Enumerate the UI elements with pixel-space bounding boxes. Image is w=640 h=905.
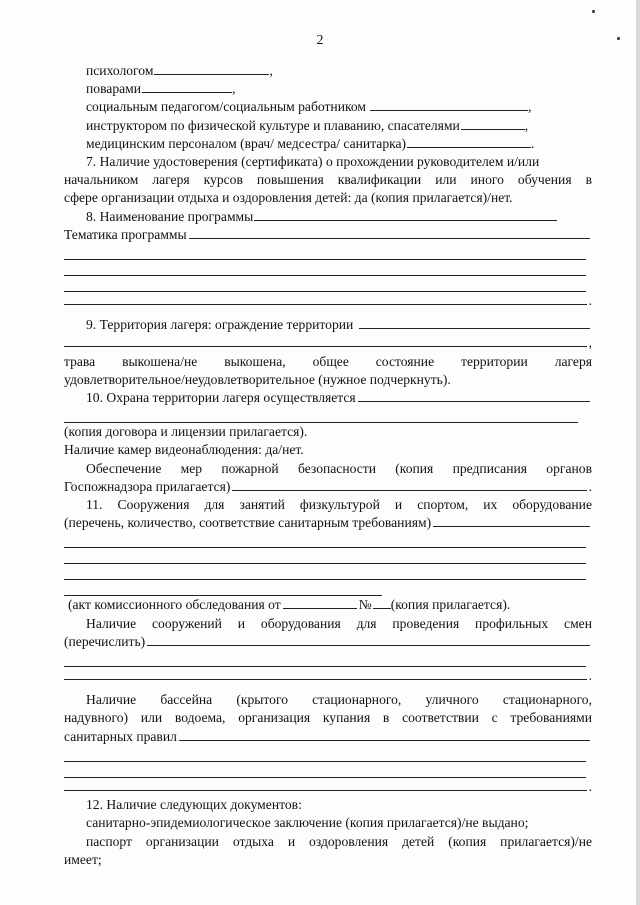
item7-line2: начальником лагеря курсов повышения квалификации или иного обучения в <box>64 172 592 188</box>
item11-profile-last <box>64 667 592 685</box>
item9-line2: трава выкошена/не выкошена, общее состояние территории лагеря <box>64 353 592 369</box>
act-prefix: (акт комиссионного обследования от <box>68 597 281 613</box>
staff-medical-line <box>64 135 592 153</box>
period: . <box>588 478 592 494</box>
item8-title-line <box>64 208 592 226</box>
item9-blank-line <box>64 334 592 352</box>
scan-dot <box>592 10 595 13</box>
item11-pool-line3 <box>64 728 592 746</box>
item10-title: 10. Охрана территории лагеря осуществляется <box>86 390 356 406</box>
item8-theme-line <box>64 226 592 244</box>
pool-blank-3[interactable] <box>64 762 586 778</box>
item12-doc2-line2: имеет; <box>64 851 102 867</box>
period: . <box>531 135 535 151</box>
item9-title: 9. Территория лагеря: ограждение территории <box>86 317 354 333</box>
item10-fire-label: Госпожнадзора прилагается) <box>64 478 231 494</box>
item7-line3: сфере организации отдыха и оздоровления детей: да (копия прилагается)/нет. <box>64 190 513 206</box>
act-suffix: (копия прилагается). <box>390 597 511 613</box>
program-name-blank[interactable] <box>254 208 557 221</box>
instructor-blank[interactable] <box>461 117 525 130</box>
security-blank[interactable] <box>358 389 590 402</box>
item11-pool-line2: надувного) или водоема, организация купания в соответствии с требованиями <box>64 710 592 726</box>
item10-copy: (копия договора и лицензии прилагается). <box>64 424 308 440</box>
item12-doc1: санитарно-эпидемиологическое заключение (копия прилагается)/не выдано; <box>86 815 529 831</box>
staff-psychologist-label: психологом <box>86 63 154 78</box>
item11-profile-line2 <box>64 633 592 651</box>
comma: , <box>232 81 236 97</box>
staff-instructor-line <box>64 117 592 135</box>
security-blank-2[interactable] <box>64 407 578 423</box>
item8-title: 8. Наименование программы <box>86 208 254 224</box>
comma: , <box>524 117 529 133</box>
item12-title: 12. Наличие следующих документов: <box>86 797 302 813</box>
item10-cameras: Наличие камер видеонаблюдения: да/нет. <box>64 442 304 458</box>
item11-line1: 11. Сооружения для занятий физкультурой и спортом, их оборудование <box>86 497 592 513</box>
program-theme-blank-4[interactable] <box>64 276 586 292</box>
item11-pool-line1: Наличие бассейна (крытого стационарного, уличного стационарного, <box>86 692 592 708</box>
staff-social-label: социальным педагогом/социальным работником <box>86 99 367 115</box>
facilities-blank-2[interactable] <box>64 532 586 548</box>
social-blank[interactable] <box>370 98 528 111</box>
facilities-blank-5[interactable] <box>64 580 382 596</box>
staff-social-line <box>64 98 592 116</box>
fence-blank[interactable] <box>359 316 590 329</box>
item11-profile-line1: Наличие сооружений и оборудования для проведения профильных смен <box>86 615 592 631</box>
medical-blank[interactable] <box>407 135 531 148</box>
item8-theme-label: Тематика программы <box>64 226 187 242</box>
profile-blank-3[interactable] <box>64 667 587 680</box>
program-theme-blank-5[interactable] <box>64 292 587 305</box>
facilities-blank[interactable] <box>433 514 590 527</box>
profile-blank[interactable] <box>147 633 590 646</box>
comma: , <box>528 99 532 115</box>
item12-doc2-line1: паспорт организации отдыха и оздоровления детей (копия прилагается)/не <box>86 833 592 849</box>
staff-psychologist-line <box>64 62 592 80</box>
pool-blank-4[interactable] <box>64 778 587 791</box>
facilities-blank-4[interactable] <box>64 564 586 580</box>
fire-safety-blank[interactable] <box>232 478 586 491</box>
item11-pool-label: санитарных правил <box>64 728 177 744</box>
pool-blank-2[interactable] <box>64 746 586 762</box>
fence-blank-2[interactable] <box>64 334 587 347</box>
staff-instructor-label: инструктором по физической культуре и плаванию, спасателями <box>86 117 460 133</box>
staff-cooks-line <box>64 80 592 98</box>
item11-line2-text: (перечень, количество, соответствие санитарным требованиям) <box>64 515 432 531</box>
item11-line2 <box>64 514 592 532</box>
page-number: 2 <box>316 33 324 48</box>
comma: , <box>269 63 273 78</box>
item9-title-line <box>64 316 592 334</box>
cooks-blank[interactable] <box>142 80 232 93</box>
program-theme-blank-3[interactable] <box>64 260 586 276</box>
profile-blank-2[interactable] <box>64 651 586 667</box>
act-number-blank[interactable] <box>373 596 391 609</box>
item8-last-line <box>64 292 592 310</box>
item11-pool-last <box>64 778 592 796</box>
item10-title-line <box>64 389 592 407</box>
period: . <box>588 778 592 794</box>
period: . <box>588 293 592 309</box>
period: . <box>588 668 592 684</box>
comma: , <box>588 335 592 351</box>
facilities-blank-3[interactable] <box>64 548 586 564</box>
pool-blank[interactable] <box>179 728 590 741</box>
psychologist-blank[interactable] <box>154 62 269 75</box>
act-number-label: № <box>358 597 372 613</box>
item7-line1: 7. Наличие удостоверения (сертификата) о прохождении руководителем и/или <box>86 154 540 170</box>
item11-act-line <box>64 596 592 614</box>
item9-line3: удовлетворительное/неудовлетворительное (нужное подчеркнуть). <box>64 371 451 387</box>
staff-medical-label: медицинским персоналом (врач/ медсестра/ санитарка) <box>86 135 407 151</box>
program-theme-blank[interactable] <box>189 226 590 239</box>
item10-fire-line2 <box>64 478 592 496</box>
document-body <box>64 62 592 869</box>
scan-edge-shadow <box>636 0 640 905</box>
act-date-blank[interactable] <box>283 596 357 609</box>
program-theme-blank-2[interactable] <box>64 244 586 260</box>
item10-fire-line1: Обеспечение мер пожарной безопасности (копия предписания органов <box>86 460 592 476</box>
staff-cooks-label: поварами <box>86 81 142 97</box>
item11-profile-label: (перечислить) <box>64 633 146 649</box>
